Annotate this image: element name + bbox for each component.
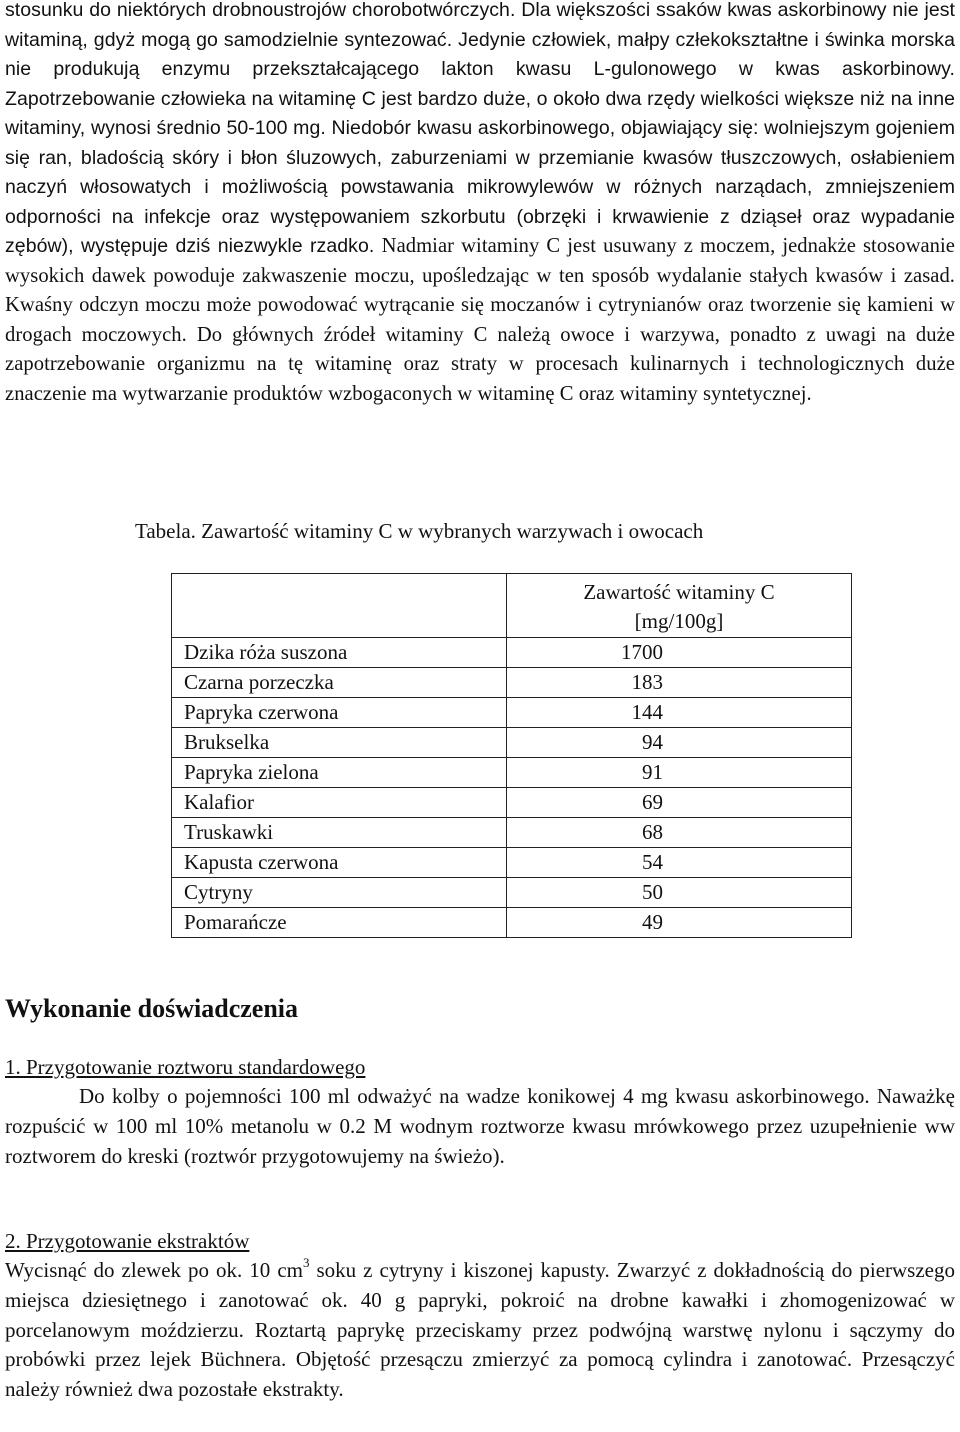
vitamin-value-cell: 94 — [507, 728, 852, 758]
header-line-2: [mg/100g] — [634, 609, 724, 633]
section-1-title: 1. Przygotowanie roztworu standardowego — [5, 1055, 366, 1079]
table-row — [172, 848, 852, 878]
product-name-cell: Czarna porzeczka — [172, 668, 507, 698]
table-row — [172, 908, 852, 938]
table-row — [172, 698, 852, 728]
table-row — [172, 788, 852, 818]
product-name-cell: Dzika róża suszona — [172, 638, 507, 668]
table-body — [172, 638, 852, 938]
table-row — [172, 638, 852, 668]
table-row — [172, 668, 852, 698]
section-1 — [5, 1053, 955, 1171]
section-heading: Wykonanie doświadczenia — [5, 994, 299, 1023]
table-header-row — [172, 574, 852, 638]
product-name-cell: Pomarańcze — [172, 908, 507, 938]
section-2-text — [5, 1256, 955, 1405]
product-name-cell: Brukselka — [172, 728, 507, 758]
section-1-text: Do kolby o pojemności 100 ml odważyć na wadze konikowej 4 mg kwasu askorbinowego. Naważkę rozpuścić w 100 ml 10% metanolu w 0.2 M wodnym roztworze kwasu mrówkowego przez uzupełnienie ww roztworem do kreski (roztwór przygotowujemy na świeżo). — [5, 1084, 955, 1168]
product-name-cell: Kalafior — [172, 788, 507, 818]
table-caption: Tabela. Zawartość witaminy C w wybranych warzywach i owocach — [135, 519, 704, 543]
section-2-title: 2. Przygotowanie ekstraktów — [5, 1229, 250, 1253]
intro-text-1: stosunku do niektórych drobnoustrojów chorobotwórczych. Dla większości ssaków kwas askorbinowy nie jest witaminą, gdyż mogą go samodzielnie syntezować. Jedynie człowiek, małpy człekokształtne i świnka morska nie produkują enzymu przekształcającego lakton kwasu L-gulonowego w kwas askorbinowy. Zapotrzebowanie człowieka na witaminę C jest bardzo duże, o około dwa rzędy wielkości większe niż na inne witaminy, wynosi średnio 50-100 mg. — [5, 0, 955, 139]
section-2-text-b: soku z cytryny i kiszonej kapusty. Zwarzyć z dokładnością do pierwszego miejsca dziesiętnego i zanotować ok. 40 g papryki, pokroić na drobne kawałki i zhomogenizować w porcelanowym moździerzu. Roztartą paprykę przeciskamy przez podwójną warstwę nylonu i sączymy do probówki przez lejek Büchnera. Objętość przesączu zmierzyć za pomocą cylindra i zanotować. Przesączyć należy również dwa pozostałe ekstrakty. — [5, 1258, 955, 1402]
intro-paragraph — [5, 0, 955, 409]
intro-text-3: Nadmiar witaminy C jest usuwany z moczem, jednakże stosowanie wysokich dawek powoduje zakwaszenie moczu, upośledzając w ten sposób wydalanie stałych kwasów i zasad. Kwaśny odczyn moczu może powodować wytrącanie się moczanów i cytrynianów oraz tworzenie się kamieni w drogach moczowych. Do głównych źródeł witaminy C należą owoce i warzywa, ponadto z uwagi na duże zapotrzebowanie organizmu na tę witaminę oraz straty w procesach kulinarnych i technologicznych duże znaczenie ma wytwarzanie produktów wzbogaconych w witaminę C oraz witaminy syntetycznej. — [5, 235, 955, 405]
vitamin-value-cell: 69 — [507, 788, 852, 818]
vitamin-value-cell: 54 — [507, 848, 852, 878]
superscript-3: 3 — [302, 1255, 310, 1270]
vitamin-value-cell: 144 — [507, 698, 852, 728]
table-row — [172, 758, 852, 788]
table-row — [172, 728, 852, 758]
header-vitamin-c — [507, 574, 852, 638]
vitamin-value-cell: 1700 — [507, 638, 852, 668]
product-name-cell: Cytryny — [172, 878, 507, 908]
header-blank-cell — [172, 574, 507, 638]
vitamin-value-cell: 68 — [507, 818, 852, 848]
product-name-cell: Papryka zielona — [172, 758, 507, 788]
table-row — [172, 878, 852, 908]
section-2 — [5, 1227, 955, 1405]
table-row — [172, 818, 852, 848]
section-2-text-a: Wycisnąć do zlewek po ok. 10 cm — [5, 1258, 303, 1282]
vitamin-value-cell: 50 — [507, 878, 852, 908]
product-name-cell: Kapusta czerwona — [172, 848, 507, 878]
vitamin-value-cell: 183 — [507, 668, 852, 698]
vitamin-c-table — [171, 573, 852, 938]
product-name-cell: Truskawki — [172, 818, 507, 848]
product-name-cell: Papryka czerwona — [172, 698, 507, 728]
intro-text-2: Niedobór kwasu askorbinowego, objawiający się: wolniejszym gojeniem się ran, bladością skóry i błon śluzowych, zaburzeniami w przemianie kwasów tłuszczowych, osłabieniem naczyń włosowatych i możliwością powstawania mikrowylewów w różnych narządach, zmniejszeniem odporności na infekcje oraz występowaniem szkorbutu (obrzęki i krwawienie z dziąseł oraz wypadanie zębów), występuje dziś niezwykle rzadko. — [5, 117, 955, 257]
vitamin-value-cell: 91 — [507, 758, 852, 788]
vitamin-value-cell: 49 — [507, 908, 852, 938]
header-line-1: Zawartość witaminy C — [583, 580, 775, 604]
